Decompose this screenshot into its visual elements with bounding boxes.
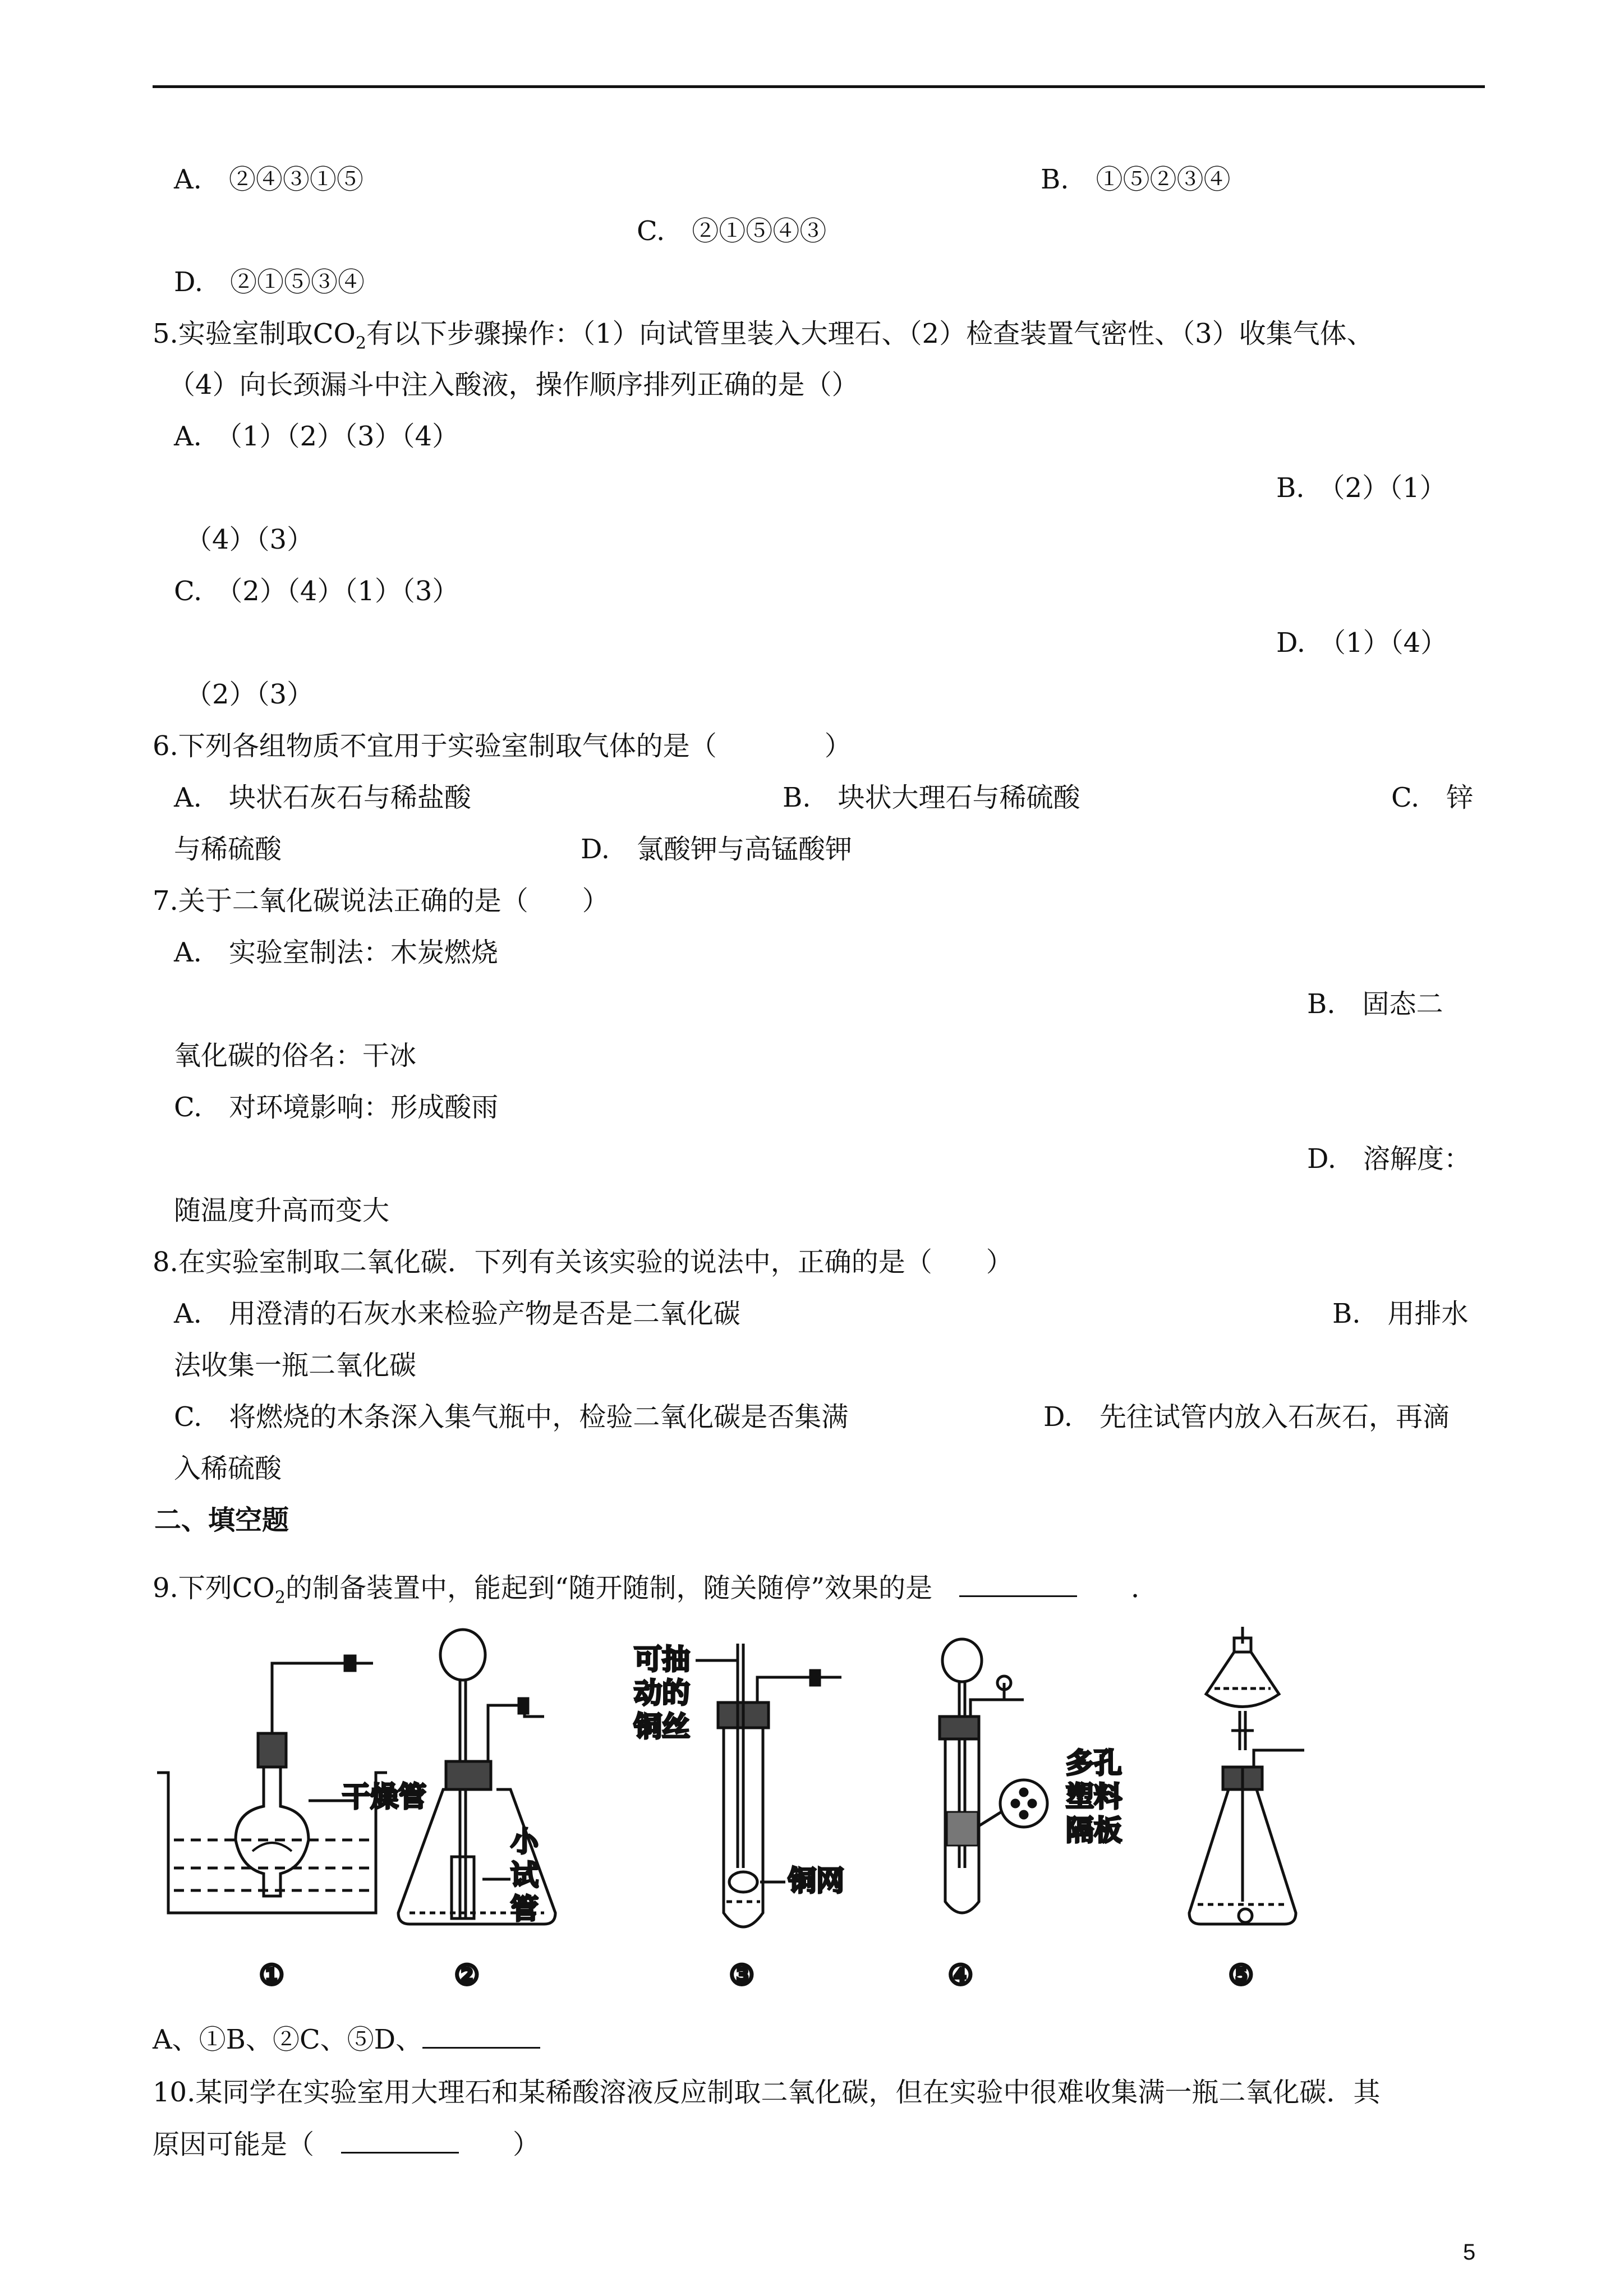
label-dry-tube: 干燥管 [342,1780,426,1813]
apparatus-4-test-tube [940,1639,1047,1913]
q9-answer-blank[interactable] [959,1571,1077,1597]
label-copper-net: 铜网 [788,1865,844,1897]
q8-option-b-cont: 法收集一瓶二氧化碳 [174,1350,417,1381]
apparatus-number-5: ⑤ [1229,1959,1254,1991]
label-plate-2: 塑料 [1066,1780,1122,1813]
q7-option-a: A. 实验室制法：木炭燃烧 [174,937,498,968]
q5-stem-line1: 5.实验室制取$CO_2$有以下步骤操作：（1）向试管里装入大理石、（2）检查装置气密性、（3）收集气体、 [153,318,1374,353]
q10-stem-line1: 10.某同学在实验室用大理石和某稀酸溶液反应制取二氧化碳，但在实验中很难收集满一瓶二氧化碳．其 [153,2077,1381,2108]
apparatus-number-4: ④ [948,1959,973,1991]
q5-option-b-cont: （4）（3） [185,524,314,555]
q10-answer-blank[interactable] [341,2127,459,2154]
q9-stem: 9.下列$CO_2$的制备装置中，能起到“随开随制，随关随停”效果的是 ． [153,1571,1158,1615]
q6-option-d: D. 氯酸钾与高锰酸钾 [581,834,853,865]
q6-option-c-cont: 与稀硫酸 [174,834,282,865]
apparatus-number-2: ② [454,1959,480,1991]
label-small-tube-3: 管 [510,1893,539,1925]
q5-option-d: D. （1）（4） [1276,627,1448,659]
q5-option-b: B. （2）（1） [1276,472,1447,504]
q5-option-a: A. （1）（2）（3）（4） [174,421,459,452]
q8-option-c: C. 将燃烧的木条深入集气瓶中，检验二氧化碳是否集满 [174,1401,849,1433]
header-rule [153,85,1485,88]
q7-option-c: C. 对环境影响：形成酸雨 [174,1092,499,1123]
label-copper-wire-2: 动的 [634,1677,690,1709]
q8-option-d: D. 先往试管内放入石灰石，再滴 [1043,1401,1450,1433]
q4-option-b: B. ①⑤②③④ [1041,164,1231,195]
q6-option-a: A. 块状石灰石与稀盐酸 [174,782,471,813]
page-number: 5 [1463,2240,1476,2265]
q5-option-c: C. （2）（4）（1）（3） [174,576,459,607]
q9-apparatus-figure [151,1621,1487,1991]
label-plate-1: 多孔 [1066,1747,1122,1779]
q7-option-d-cont: 随温度升高而变大 [174,1195,390,1226]
label-copper-wire-3: 铜丝 [634,1710,690,1743]
q7-stem: 7.关于二氧化碳说法正确的是（ ） [153,885,609,917]
label-small-tube-1: 小 [510,1825,539,1858]
q5-stem-line2: （4）向长颈漏斗中注入酸液，操作顺序排列正确的是（） [168,369,859,401]
q5-option-d-cont: （2）（3） [185,679,314,710]
apparatus-5-separatory-funnel [1189,1627,1304,1924]
q4-option-c: C. ②①⑤④③ [637,215,827,247]
q4-option-a: A. ②④③①⑤ [174,164,364,195]
q8-stem: 8.在实验室制取二氧化碳．下列有关该实验的说法中，正确的是（ ） [153,1246,1013,1278]
q7-option-b: B. 固态二 [1307,988,1443,1020]
q8-option-a: A. 用澄清的石灰水来检验产物是否是二氧化碳 [174,1298,740,1329]
apparatus-number-1: ① [259,1959,284,1991]
q7-option-d: D. 溶解度： [1307,1143,1471,1175]
q8-option-b: B. 用排水 [1332,1298,1469,1329]
q10-stem-line2: 原因可能是（ ） [153,2127,540,2161]
q8-option-d-cont: 入稀硫酸 [174,1453,282,1484]
label-small-tube-2: 试 [510,1859,539,1892]
q7-option-b-cont: 氧化碳的俗名：干冰 [174,1040,417,1071]
q4-option-d: D. ②①⑤③④ [174,266,365,298]
q9-options: A、①B、②C、⑤D、 [153,2022,540,2056]
apparatus-number-3: ③ [729,1959,755,1991]
section-title: 二、填空题 [154,1504,289,1536]
q6-option-c: C. 锌 [1391,782,1474,813]
q9-option-d-blank[interactable] [422,2022,540,2049]
label-plate-3: 隔板 [1066,1814,1122,1847]
label-copper-wire-1: 可抽 [634,1643,690,1676]
q6-option-b: B. 块状大理石与稀硫酸 [783,782,1080,813]
q6-stem: 6.下列各组物质不宜用于实验室制取气体的是（ ） [153,730,852,762]
